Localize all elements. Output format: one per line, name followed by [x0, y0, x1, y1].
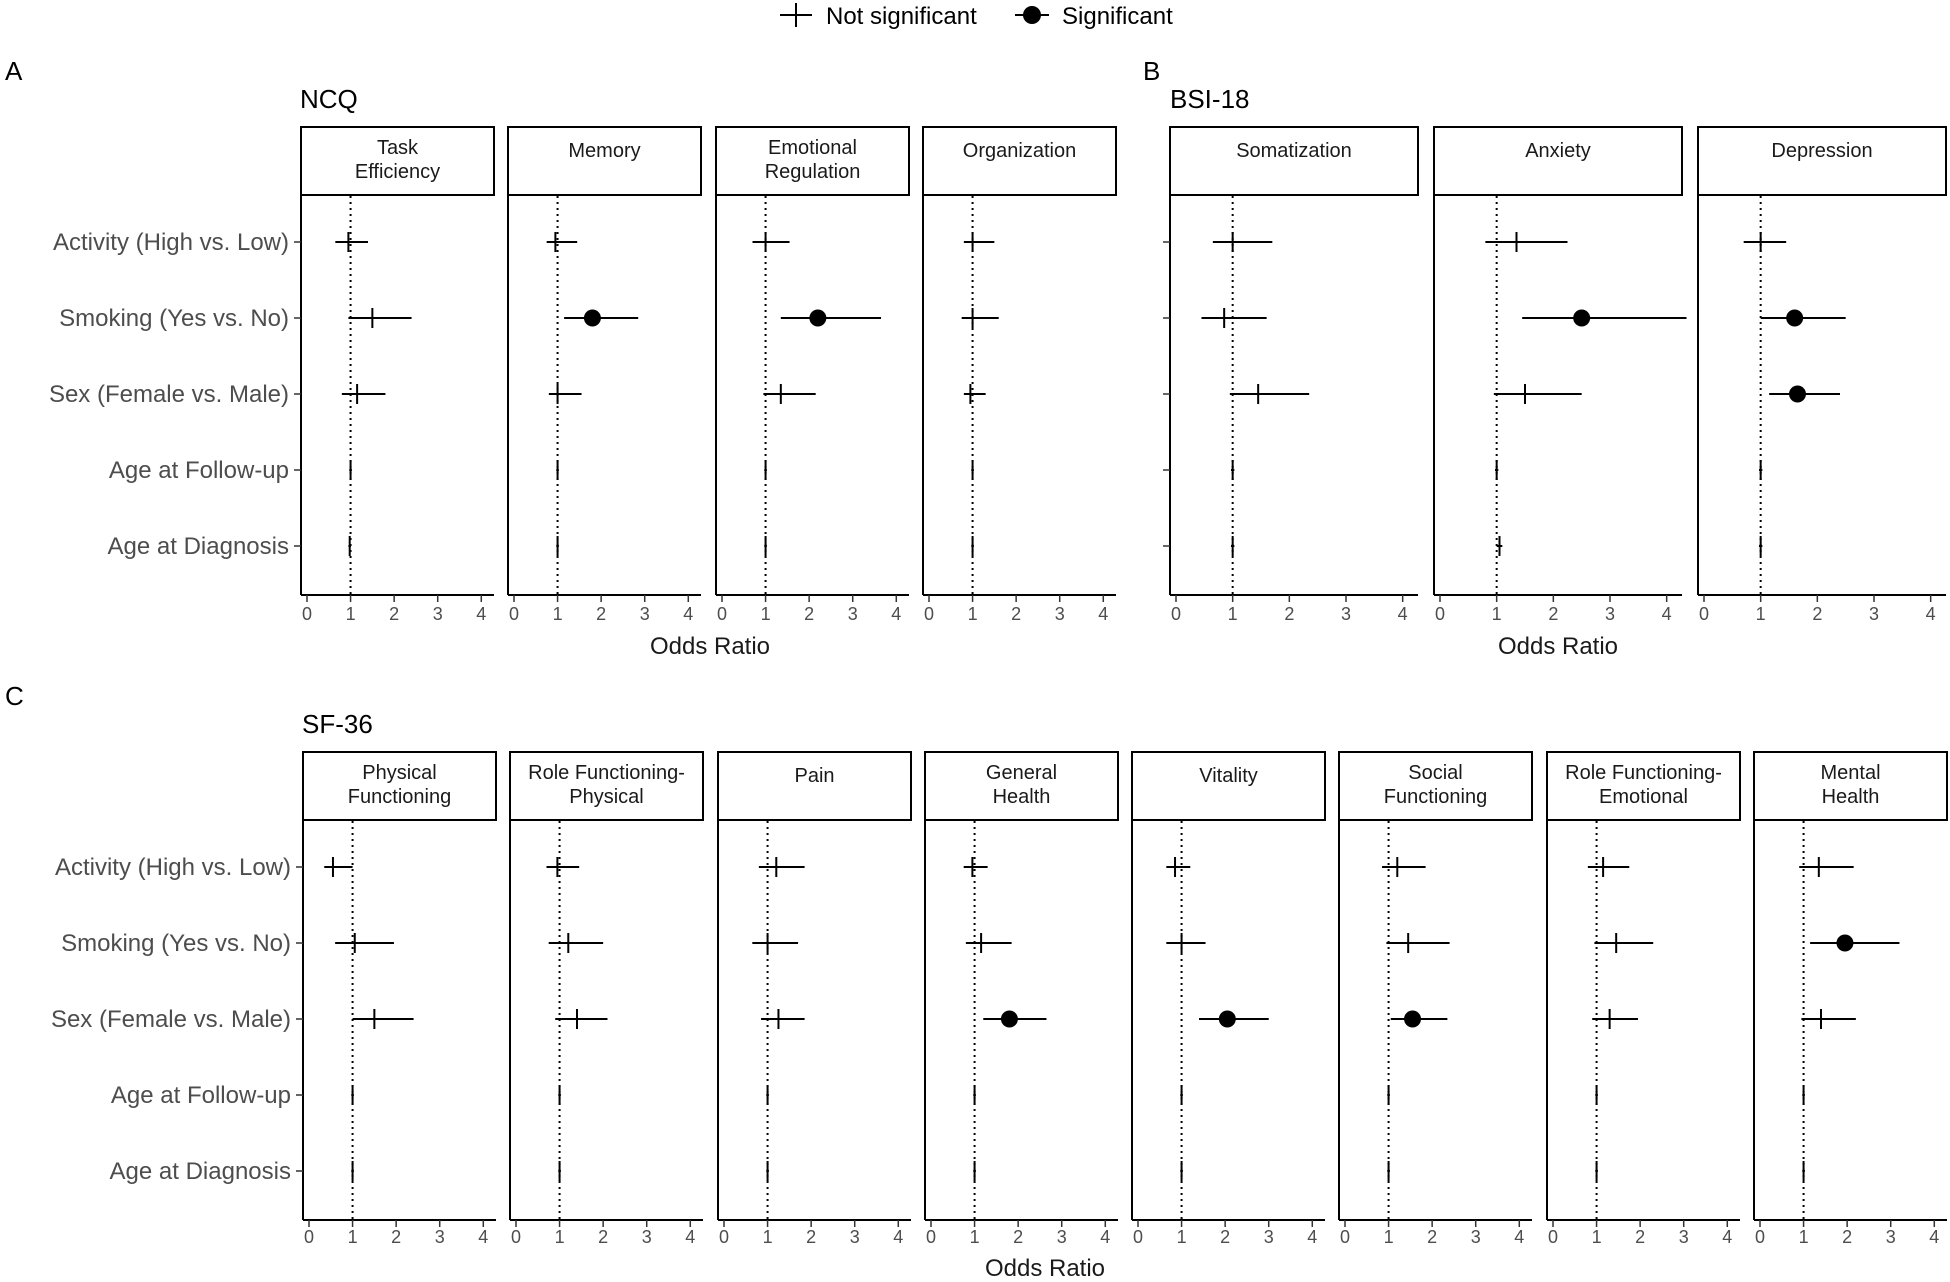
x-tick-label: 4 [1929, 1227, 1940, 1247]
facet-strip-label: Mental [1820, 762, 1881, 784]
data-point [1769, 386, 1840, 403]
x-tick-label: 1 [1227, 604, 1238, 624]
data-point [759, 857, 805, 877]
facet-strip-label: Regulation [764, 161, 861, 183]
legend [780, 3, 1173, 30]
data-point [1744, 232, 1787, 252]
x-tick-label: 0 [1547, 1227, 1559, 1247]
data-point [1391, 1011, 1448, 1028]
x-tick-label: 2 [1220, 1227, 1231, 1247]
legend-significant-label: Significant [1062, 3, 1173, 30]
x-tick-label: 0 [923, 604, 935, 624]
x-tick-label: 4 [1100, 1227, 1111, 1247]
data-point [1387, 1161, 1390, 1181]
data-point [1592, 1009, 1638, 1029]
data-point [1759, 460, 1762, 480]
data-point [1761, 310, 1846, 327]
x-tick-label: 2 [389, 604, 400, 624]
point-significant [1573, 310, 1590, 327]
data-point [556, 460, 559, 480]
data-point [973, 1161, 976, 1181]
x-tick-label: 3 [434, 1227, 445, 1247]
data-point [335, 232, 368, 252]
facet-strip-label: Anxiety [1525, 140, 1591, 162]
facet-panel [510, 752, 703, 1247]
x-axis-title: Odds Ratio [984, 1255, 1106, 1282]
point-significant [1836, 935, 1853, 952]
facet-panel [1547, 752, 1740, 1247]
facet-strip-label: General [985, 762, 1058, 784]
row-label: Age at Follow-up [108, 457, 289, 484]
data-point [1595, 1161, 1598, 1181]
data-point [1802, 1085, 1805, 1105]
data-point [353, 1009, 414, 1029]
data-point [1801, 1009, 1855, 1029]
group-title: SF-36 [302, 709, 373, 739]
point-significant [1786, 310, 1803, 327]
data-point [1387, 1085, 1390, 1105]
data-point [351, 1085, 354, 1105]
x-tick-label: 2 [1427, 1227, 1438, 1247]
x-tick-label: 2 [391, 1227, 402, 1247]
x-axis-title: Odds Ratio [649, 633, 771, 660]
x-tick-label: 3 [641, 1227, 652, 1247]
x-tick-label: 0 [1434, 604, 1446, 624]
data-point [1166, 857, 1190, 877]
facet-strip-label: Role Functioning- [528, 762, 685, 784]
x-tick-label: 4 [1397, 604, 1408, 624]
data-point [1802, 1161, 1805, 1181]
facet-strip-label: Functioning [1383, 786, 1488, 808]
data-point [983, 1011, 1046, 1028]
x-tick-label: 1 [762, 1227, 773, 1247]
facet-strip-label: Physical [569, 786, 644, 808]
x-tick-label: 0 [1170, 604, 1182, 624]
x-tick-label: 0 [1132, 1227, 1144, 1247]
data-point [962, 308, 999, 328]
facet-strip-label: Pain [794, 765, 835, 787]
data-point [1594, 933, 1653, 953]
x-tick-label: 2 [1548, 604, 1559, 624]
x-tick-label: 3 [1678, 1227, 1689, 1247]
x-tick-label: 0 [1698, 604, 1710, 624]
x-tick-label: 4 [1514, 1227, 1525, 1247]
data-point [973, 1085, 976, 1105]
x-tick-label: 4 [891, 604, 902, 624]
data-point [1588, 857, 1629, 877]
x-tick-label: 3 [1340, 604, 1352, 624]
point-significant [1219, 1011, 1236, 1028]
x-tick-label: 1 [1798, 1227, 1809, 1247]
data-point [549, 933, 603, 953]
x-tick-label: 4 [1661, 604, 1672, 624]
x-tick-label: 1 [554, 1227, 565, 1247]
data-point [1231, 460, 1234, 480]
facet-panel [1132, 752, 1325, 1247]
x-tick-label: 4 [893, 1227, 904, 1247]
x-tick-label: 4 [476, 604, 487, 624]
panel-letter: B [1143, 56, 1161, 86]
facet-panel [1339, 752, 1532, 1247]
data-point [1595, 1085, 1598, 1105]
x-tick-label: 3 [1868, 604, 1880, 624]
data-point [556, 536, 559, 556]
data-point [549, 384, 582, 404]
x-tick-label: 0 [925, 1227, 937, 1247]
data-point [564, 310, 638, 327]
group-bsi-18 [1143, 56, 1946, 660]
x-tick-label: 3 [639, 604, 650, 624]
x-tick-label: 3 [1885, 1227, 1896, 1247]
legend-significant-marker [1015, 6, 1049, 24]
facet-panel [1434, 127, 1687, 624]
row-label: Smoking (Yes vs. No) [59, 305, 289, 332]
facet-strip-label: Somatization [1236, 140, 1352, 162]
x-tick-label: 2 [1011, 604, 1022, 624]
data-point [1199, 1011, 1269, 1028]
row-label: Smoking (Yes vs. No) [61, 930, 291, 957]
data-point [1231, 536, 1234, 556]
facet-panel [923, 127, 1116, 624]
group-sf-36 [5, 681, 1947, 1282]
row-label: Age at Diagnosis [107, 533, 289, 560]
x-tick-label: 4 [478, 1227, 489, 1247]
x-tick-label: 0 [1339, 1227, 1351, 1247]
data-point [1799, 857, 1853, 877]
data-point [1494, 384, 1582, 404]
x-tick-label: 1 [1383, 1227, 1394, 1247]
facet-panel [294, 127, 494, 624]
x-tick-label: 4 [1722, 1227, 1733, 1247]
x-tick-label: 0 [1754, 1227, 1766, 1247]
data-point [348, 536, 351, 556]
facet-strip-label: Health [992, 786, 1051, 808]
data-point [342, 384, 386, 404]
x-tick-label: 3 [1054, 604, 1065, 624]
data-point [1382, 857, 1426, 877]
x-tick-label: 2 [596, 604, 607, 624]
point-significant [1789, 386, 1806, 403]
facet-strip-label: Efficiency [354, 161, 441, 183]
facet-panel [925, 752, 1118, 1247]
x-tick-label: 2 [806, 1227, 817, 1247]
point-significant [1404, 1011, 1421, 1028]
data-point [964, 232, 995, 252]
panel-letter: A [5, 56, 23, 86]
facet-strip-label: Emotional [768, 137, 857, 159]
x-tick-label: 2 [1284, 604, 1295, 624]
facet-strip-label: Memory [568, 140, 641, 162]
data-point [324, 857, 352, 877]
row-label: Activity (High vs. Low) [52, 229, 289, 256]
x-tick-label: 2 [804, 604, 815, 624]
row-label: Age at Diagnosis [109, 1158, 291, 1185]
data-point [1180, 1161, 1183, 1181]
x-tick-label: 1 [1491, 604, 1502, 624]
data-point [349, 460, 352, 480]
group-ncq [5, 56, 1116, 660]
x-tick-label: 0 [508, 604, 520, 624]
x-tick-label: 1 [967, 604, 978, 624]
data-point [1386, 933, 1449, 953]
x-tick-label: 1 [1755, 604, 1766, 624]
x-tick-label: 2 [1812, 604, 1823, 624]
x-tick-label: 1 [552, 604, 563, 624]
data-point [351, 1161, 354, 1181]
x-tick-label: 3 [847, 604, 858, 624]
data-point [1485, 232, 1567, 252]
legend-not-significant-label: Not significant [826, 3, 977, 30]
facet-strip-label: Role Functioning- [1565, 762, 1722, 784]
data-point [964, 384, 986, 404]
x-tick-label: 0 [718, 1227, 730, 1247]
x-tick-label: 2 [1842, 1227, 1853, 1247]
x-tick-label: 0 [303, 1227, 315, 1247]
facet-panel [296, 752, 496, 1247]
facet-strip-label: Health [1821, 786, 1880, 808]
data-point [752, 933, 798, 953]
data-point [348, 308, 411, 328]
data-point [1522, 310, 1686, 327]
x-tick-label: 4 [685, 1227, 696, 1247]
facet-strip-label: Social [1408, 762, 1463, 784]
data-point [547, 857, 580, 877]
x-tick-label: 4 [683, 604, 694, 624]
data-point [764, 460, 767, 480]
data-point [971, 460, 974, 480]
x-tick-label: 3 [1470, 1227, 1481, 1247]
plot-area [5, 56, 1947, 1282]
x-axis-title: Odds Ratio [1497, 633, 1619, 660]
data-point [1759, 536, 1762, 556]
data-point [1495, 460, 1498, 480]
point-significant [584, 310, 601, 327]
data-point [971, 536, 974, 556]
x-tick-label: 2 [598, 1227, 609, 1247]
facet-strip-label: Depression [1771, 140, 1873, 162]
data-point [547, 232, 578, 252]
row-label: Age at Follow-up [110, 1082, 291, 1109]
row-label: Sex (Female vs. Male) [50, 1006, 291, 1033]
point-significant [809, 310, 826, 327]
data-point [964, 857, 988, 877]
x-tick-label: 4 [1307, 1227, 1318, 1247]
x-tick-label: 1 [345, 604, 356, 624]
x-tick-label: 1 [347, 1227, 358, 1247]
data-point [764, 536, 767, 556]
x-tick-label: 3 [1263, 1227, 1274, 1247]
x-tick-label: 1 [760, 604, 771, 624]
data-point [1202, 308, 1267, 328]
data-point [1810, 935, 1899, 952]
facet-panel [718, 752, 911, 1247]
data-point [966, 933, 1012, 953]
data-point [781, 310, 881, 327]
x-tick-label: 2 [1635, 1227, 1646, 1247]
facet-strip-label: Vitality [1199, 765, 1258, 787]
data-point [335, 933, 394, 953]
row-label: Activity (High vs. Low) [54, 854, 291, 881]
panel-letter: C [5, 681, 24, 711]
data-point [1230, 384, 1309, 404]
x-tick-label: 4 [1925, 604, 1936, 624]
x-tick-label: 1 [1176, 1227, 1187, 1247]
x-tick-label: 0 [301, 604, 313, 624]
x-tick-label: 3 [849, 1227, 860, 1247]
x-tick-label: 0 [716, 604, 728, 624]
x-tick-label: 2 [1013, 1227, 1024, 1247]
data-point [555, 1009, 607, 1029]
facet-strip-label: Task [376, 137, 419, 159]
facet-strip-label: Physical [362, 762, 437, 784]
data-point [558, 1161, 561, 1181]
point-significant [1001, 1011, 1018, 1028]
data-point [766, 1161, 769, 1181]
row-label: Sex (Female vs. Male) [48, 381, 289, 408]
data-point [753, 232, 790, 252]
facet-panel [1754, 752, 1947, 1247]
data-point [1180, 1085, 1183, 1105]
facet-strip-label: Organization [962, 140, 1077, 162]
legend-not-significant-marker [780, 3, 812, 27]
data-point [1166, 933, 1205, 953]
x-tick-label: 4 [1098, 604, 1109, 624]
facet-panel [716, 127, 909, 624]
data-point [1213, 232, 1273, 252]
group-title: BSI-18 [1170, 84, 1250, 114]
data-point [766, 1085, 769, 1105]
facet-panel [1163, 127, 1418, 624]
x-tick-label: 3 [1604, 604, 1616, 624]
x-tick-label: 1 [1591, 1227, 1602, 1247]
facet-panel [1698, 127, 1946, 624]
data-point [763, 384, 815, 404]
facet-strip-label: Functioning [347, 786, 452, 808]
x-tick-label: 3 [1056, 1227, 1067, 1247]
x-tick-label: 1 [969, 1227, 980, 1247]
facet-panel [508, 127, 701, 624]
x-tick-label: 3 [432, 604, 443, 624]
facet-strip-label: Emotional [1599, 786, 1688, 808]
data-point [558, 1085, 561, 1105]
group-title: NCQ [300, 84, 358, 114]
x-tick-label: 0 [510, 1227, 522, 1247]
